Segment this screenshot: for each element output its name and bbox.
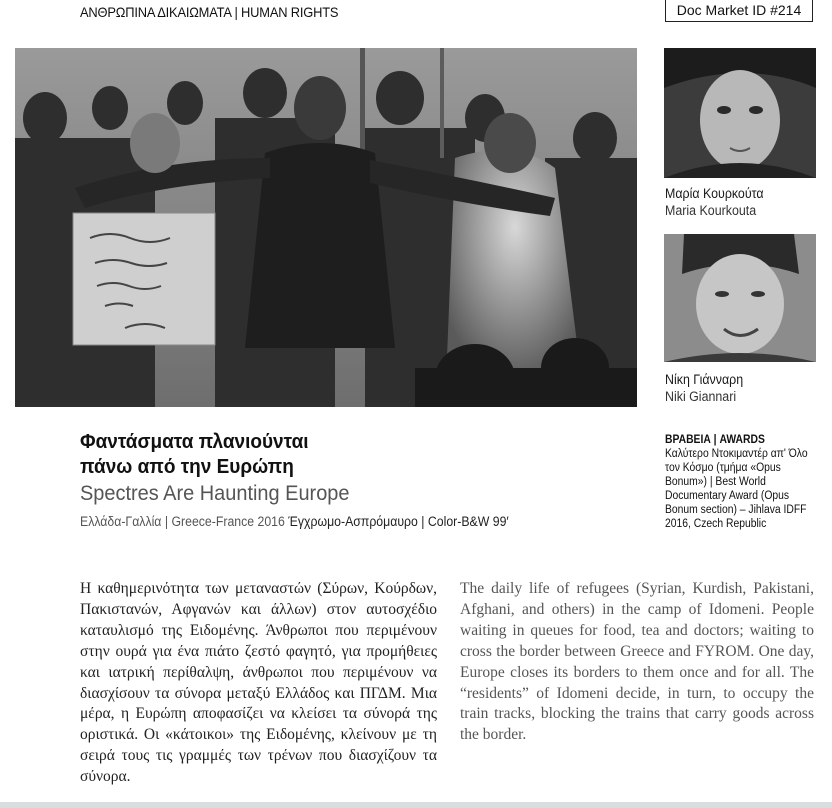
film-meta-line [80,513,509,531]
format-english-duration: Color-B&W 99′ [427,514,509,529]
country-english-year: Greece-France 2016 [171,514,285,529]
awards-box [665,433,818,531]
synopsis-english: The daily life of refugees (Syrian, Kurdish, Pakistani, Afghani, and others) in the camp of Idomeni. People waiting in queues for food, tea and doctors; waiting to cross the border between Greece and FYROM. One day, Europe closes its borders to them once and for all. The “residents” of Idomeni decide, in turn, to occupy the train tracks, blocking the trains that carry goods across the border. [460,580,814,744]
meta-separator: | [164,514,169,529]
director-name-en: Maria Kourkouta [665,203,757,218]
director-portrait-1 [664,48,816,178]
director-caption-2 [665,371,743,405]
format-greek: Έγχρωμο-Ασπρόμαυρο [288,514,418,529]
awards-text: Καλύτερο Ντοκιμαντέρ απ' Όλο τον Κόσμο (τμήμα «Opus Bonum») | Best World Documentary Award (Opus Bonum section) – Jihlava IDFF 2016, Czech Republic [665,448,808,530]
country-greek: Ελλάδα-Γαλλία [80,514,162,529]
director-portrait-2 [664,234,816,362]
director-name-gr: Νίκη Γιάνναρη [665,372,744,387]
film-title-greek-line2: πάνω από την Ευρώπη [80,456,294,478]
director-name-en: Niki Giannari [665,389,737,404]
synopsis-greek: Η καθημερινότητα των μεταναστών (Σύρων, Κούρδων, Πακιστανών, Αφγανών και άλλων) στον αυτοσχέδιο καταυλισμό της Ειδομένης. Άνθρωποι που περιμένουν στην ουρά για ένα πιάτο ζεστό φαγητό, για προμήθειες και ιατρική περίθαλψη, άνθρωποι που περιμένουν να διασχίσουν τα σύνορα μεταξύ Ελλάδος και ΠΓΔΜ. Μια μέρα, η Ευρώπη αποφασίζει να κλείσει τα σύνορά της οριστικά. Οι «κάτοικοι» της Ειδομένης, κλείνουν με τη σειρά τους τις γραμμές των τρένων που διασχίζουν τα σύνορα. [80,580,437,786]
film-title-english: Spectres Are Haunting Europe [80,482,350,505]
director-name-gr: Μαρία Κουρκούτα [665,186,764,201]
director-caption-1 [665,185,764,219]
film-title-greek-line1: Φαντάσματα πλανιούνται [80,431,309,453]
film-title-block [80,430,551,531]
page-bottom-bar [0,802,832,808]
meta-separator: | [421,514,425,529]
awards-title: ΒΡΑΒΕΙΑ | AWARDS [665,434,765,446]
film-still-photo [15,48,637,407]
section-header: ΑΝΘΡΩΠΙΝΑ ΔΙΚΑΙΩΜΑΤΑ | HUMAN RIGHTS [80,4,339,20]
doc-market-id-badge: Doc Market ID #214 [665,0,813,22]
